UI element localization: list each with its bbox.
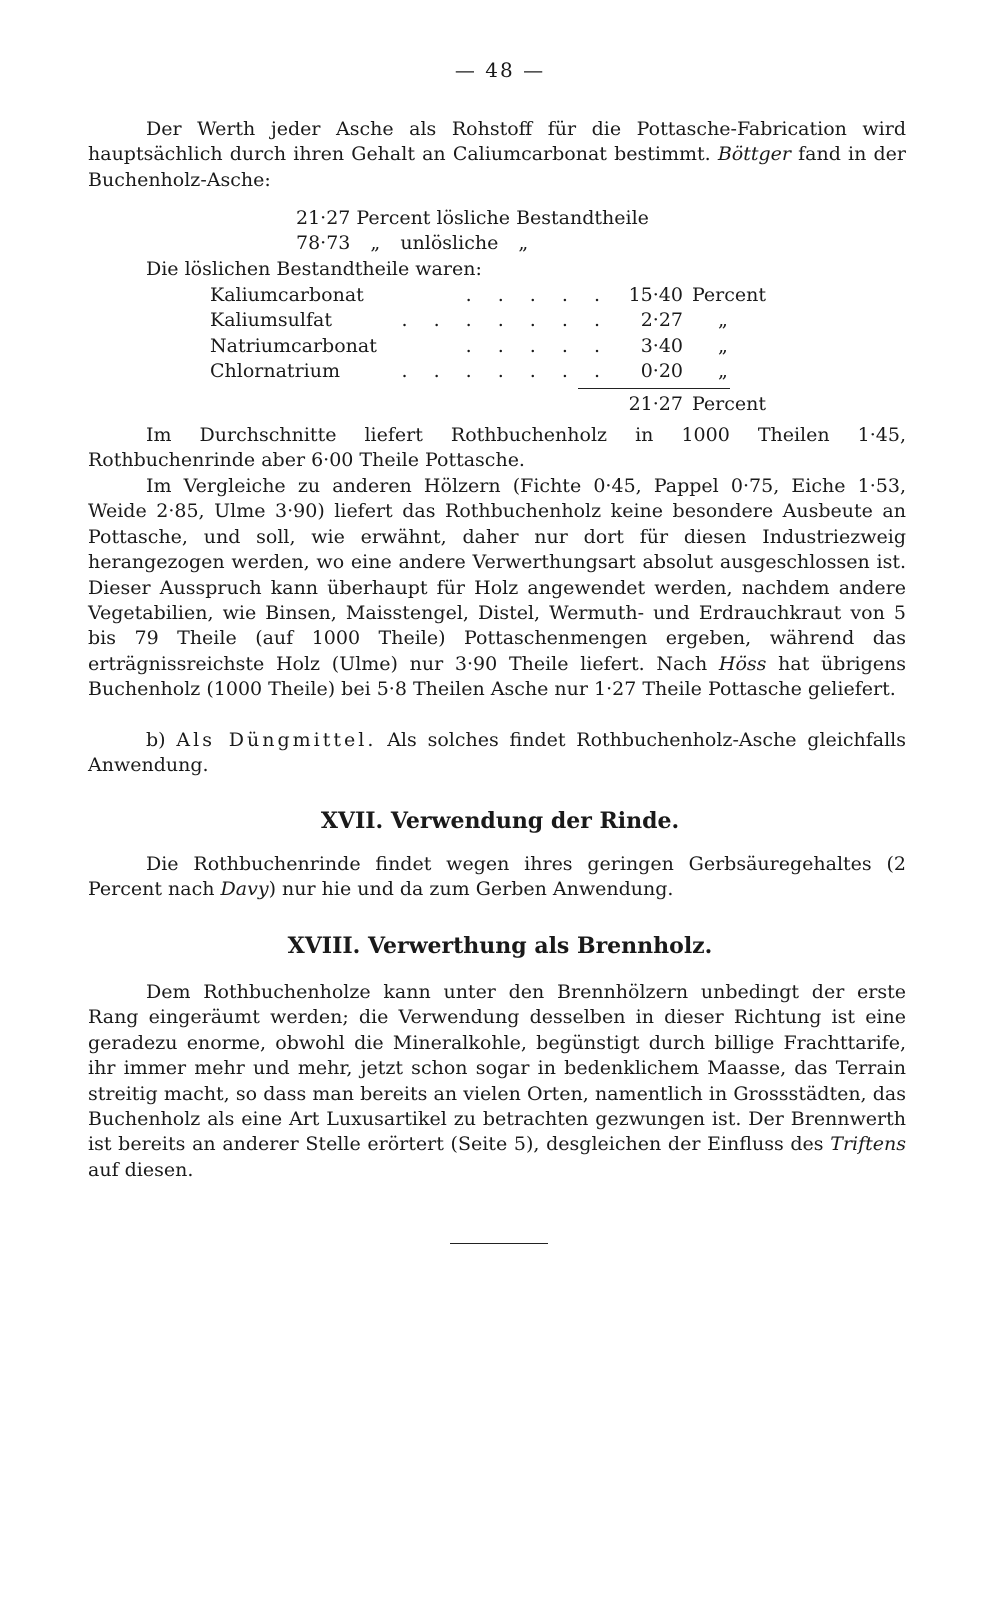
row-name: Kaliumsulfat	[210, 309, 332, 332]
subheading-duengmittel: Als Düngmittel.	[176, 729, 377, 751]
row-dots: . . . . . . .	[401, 360, 610, 383]
sum-rule	[578, 388, 730, 389]
end-rule	[450, 1243, 548, 1244]
author-boettger: Böttger	[717, 143, 791, 166]
paragraph-fertilizer: b) Als Düngmittel. Als solches findet Rothbuchenholz-Asche gleichfalls Anwendung.	[88, 729, 906, 777]
paragraph-comparison: Im Vergleiche zu anderen Hölzern (Fichte 0·45, Pappel 0·75, Eiche 1·53, Weide 2·85, Ulme 3·90) liefert das Rothbuchenholz keine besondere Ausbeute an Pottasche, und soll, wie erwähnt, daher nur dort für diesen Industriezweig herangezogen werden, wo eine andere Verwerthungsart absolut ausgeschlossen ist. Dieser Ausspruch kann überhaupt für Holz angewendet werden, nachdem andere Vegetabilien, wie Binsen, Maisstengel, Distel, Wermuth- und Erdrauchkraut von 5 bis 79 Theile (auf 1000 Theile) Pottaschenmengen ergeben, während das erträgnissreichste Holz (Ulme) nur 3·90 Theile liefert. Nach Höss hat übrigens Buchenholz (1000 Theile) bei 5·8 Theilen Asche nur 1·27 Theile Pottasche geliefert.	[88, 475, 906, 701]
row-value: 3·40	[640, 334, 683, 357]
table-row	[210, 309, 770, 334]
table-row	[210, 360, 770, 385]
table-row	[210, 284, 770, 309]
row-unit: „	[718, 360, 728, 383]
row-name: Natriumcarbonat	[210, 334, 377, 357]
row-dots: . . . . .	[465, 284, 610, 306]
row-value: 2·27	[640, 309, 683, 332]
table-row	[210, 335, 770, 360]
total-unit: Percent	[692, 393, 767, 415]
row-value: 15·40	[628, 284, 683, 306]
section-heading-xvii: XVII. Verwendung der Rinde.	[320, 808, 680, 834]
row-dots: . . . . . . .	[401, 309, 610, 332]
row-dots: . . . . .	[465, 334, 610, 357]
row-name: Kaliumcarbonat	[210, 284, 364, 306]
paragraph-bark: Die Rothbuchenrinde findet wegen ihres geringen Gerbsäuregehaltes (2 Percent nach Davy) nur hie und da zum Gerben Anwendung.	[88, 853, 906, 901]
total-value: 21·27	[628, 393, 683, 415]
section-heading-xviii: XVIII. Verwerthung als Brennholz.	[287, 933, 713, 959]
intro-paragraph	[88, 117, 906, 193]
row-name: Chlornatrium	[210, 360, 340, 383]
ash-composition-table	[210, 284, 770, 386]
term-triftens: Triftens	[830, 1133, 906, 1156]
intro-text-b: fand in der Buchenholz-Asche:	[88, 143, 906, 191]
insoluble-line: 78·73 „ unlösliche „	[296, 232, 529, 254]
page-number: — 48 —	[454, 58, 546, 82]
soluble-line: 21·27 Percent lösliche Bestandtheile	[296, 207, 649, 229]
paragraph-average-yield: Im Durchschnitte liefert Rothbuchenholz in 1000 Theilen 1·45, Rothbuchenrinde aber 6·00 Theile Pottasche.	[88, 424, 906, 472]
author-davy: Davy	[220, 878, 269, 901]
row-unit: Percent	[692, 284, 767, 306]
row-unit: „	[718, 309, 728, 332]
row-unit: „	[718, 334, 728, 357]
row-value: 0·20	[640, 360, 683, 383]
author-hoess: Höss	[718, 652, 767, 675]
intro-text-a: Der Werth jeder Asche als Rohstoff für die Pottasche-Fabrication wird hauptsächlich durch ihren Gehalt an Caliumcarbonat bestimmt.	[88, 118, 906, 166]
paragraph-firewood: Dem Rothbuchenholze kann unter den Brennhölzern unbedingt der erste Rang eingeräumt werden; die Verwendung desselben in dieser Richtung ist eine geradezu enorme, obwohl die Mineralkohle, begünstigt durch billige Frachttarife, ihr immer mehr und mehr, jetzt schon sogar in bedenklichem Maasse, das Terrain streitig macht, so dass man bereits an vielen Orten, namentlich in Grossstädten, das Buchenholz als eine Art Luxusartikel zu betrachten gezwungen ist. Der Brennwerth ist bereits an anderer Stelle erörtert (Seite 5), desgleichen der Einfluss des Triftens auf diesen.	[88, 981, 906, 1181]
soluble-intro-line: Die löslichen Bestandtheile waren:	[146, 258, 482, 280]
